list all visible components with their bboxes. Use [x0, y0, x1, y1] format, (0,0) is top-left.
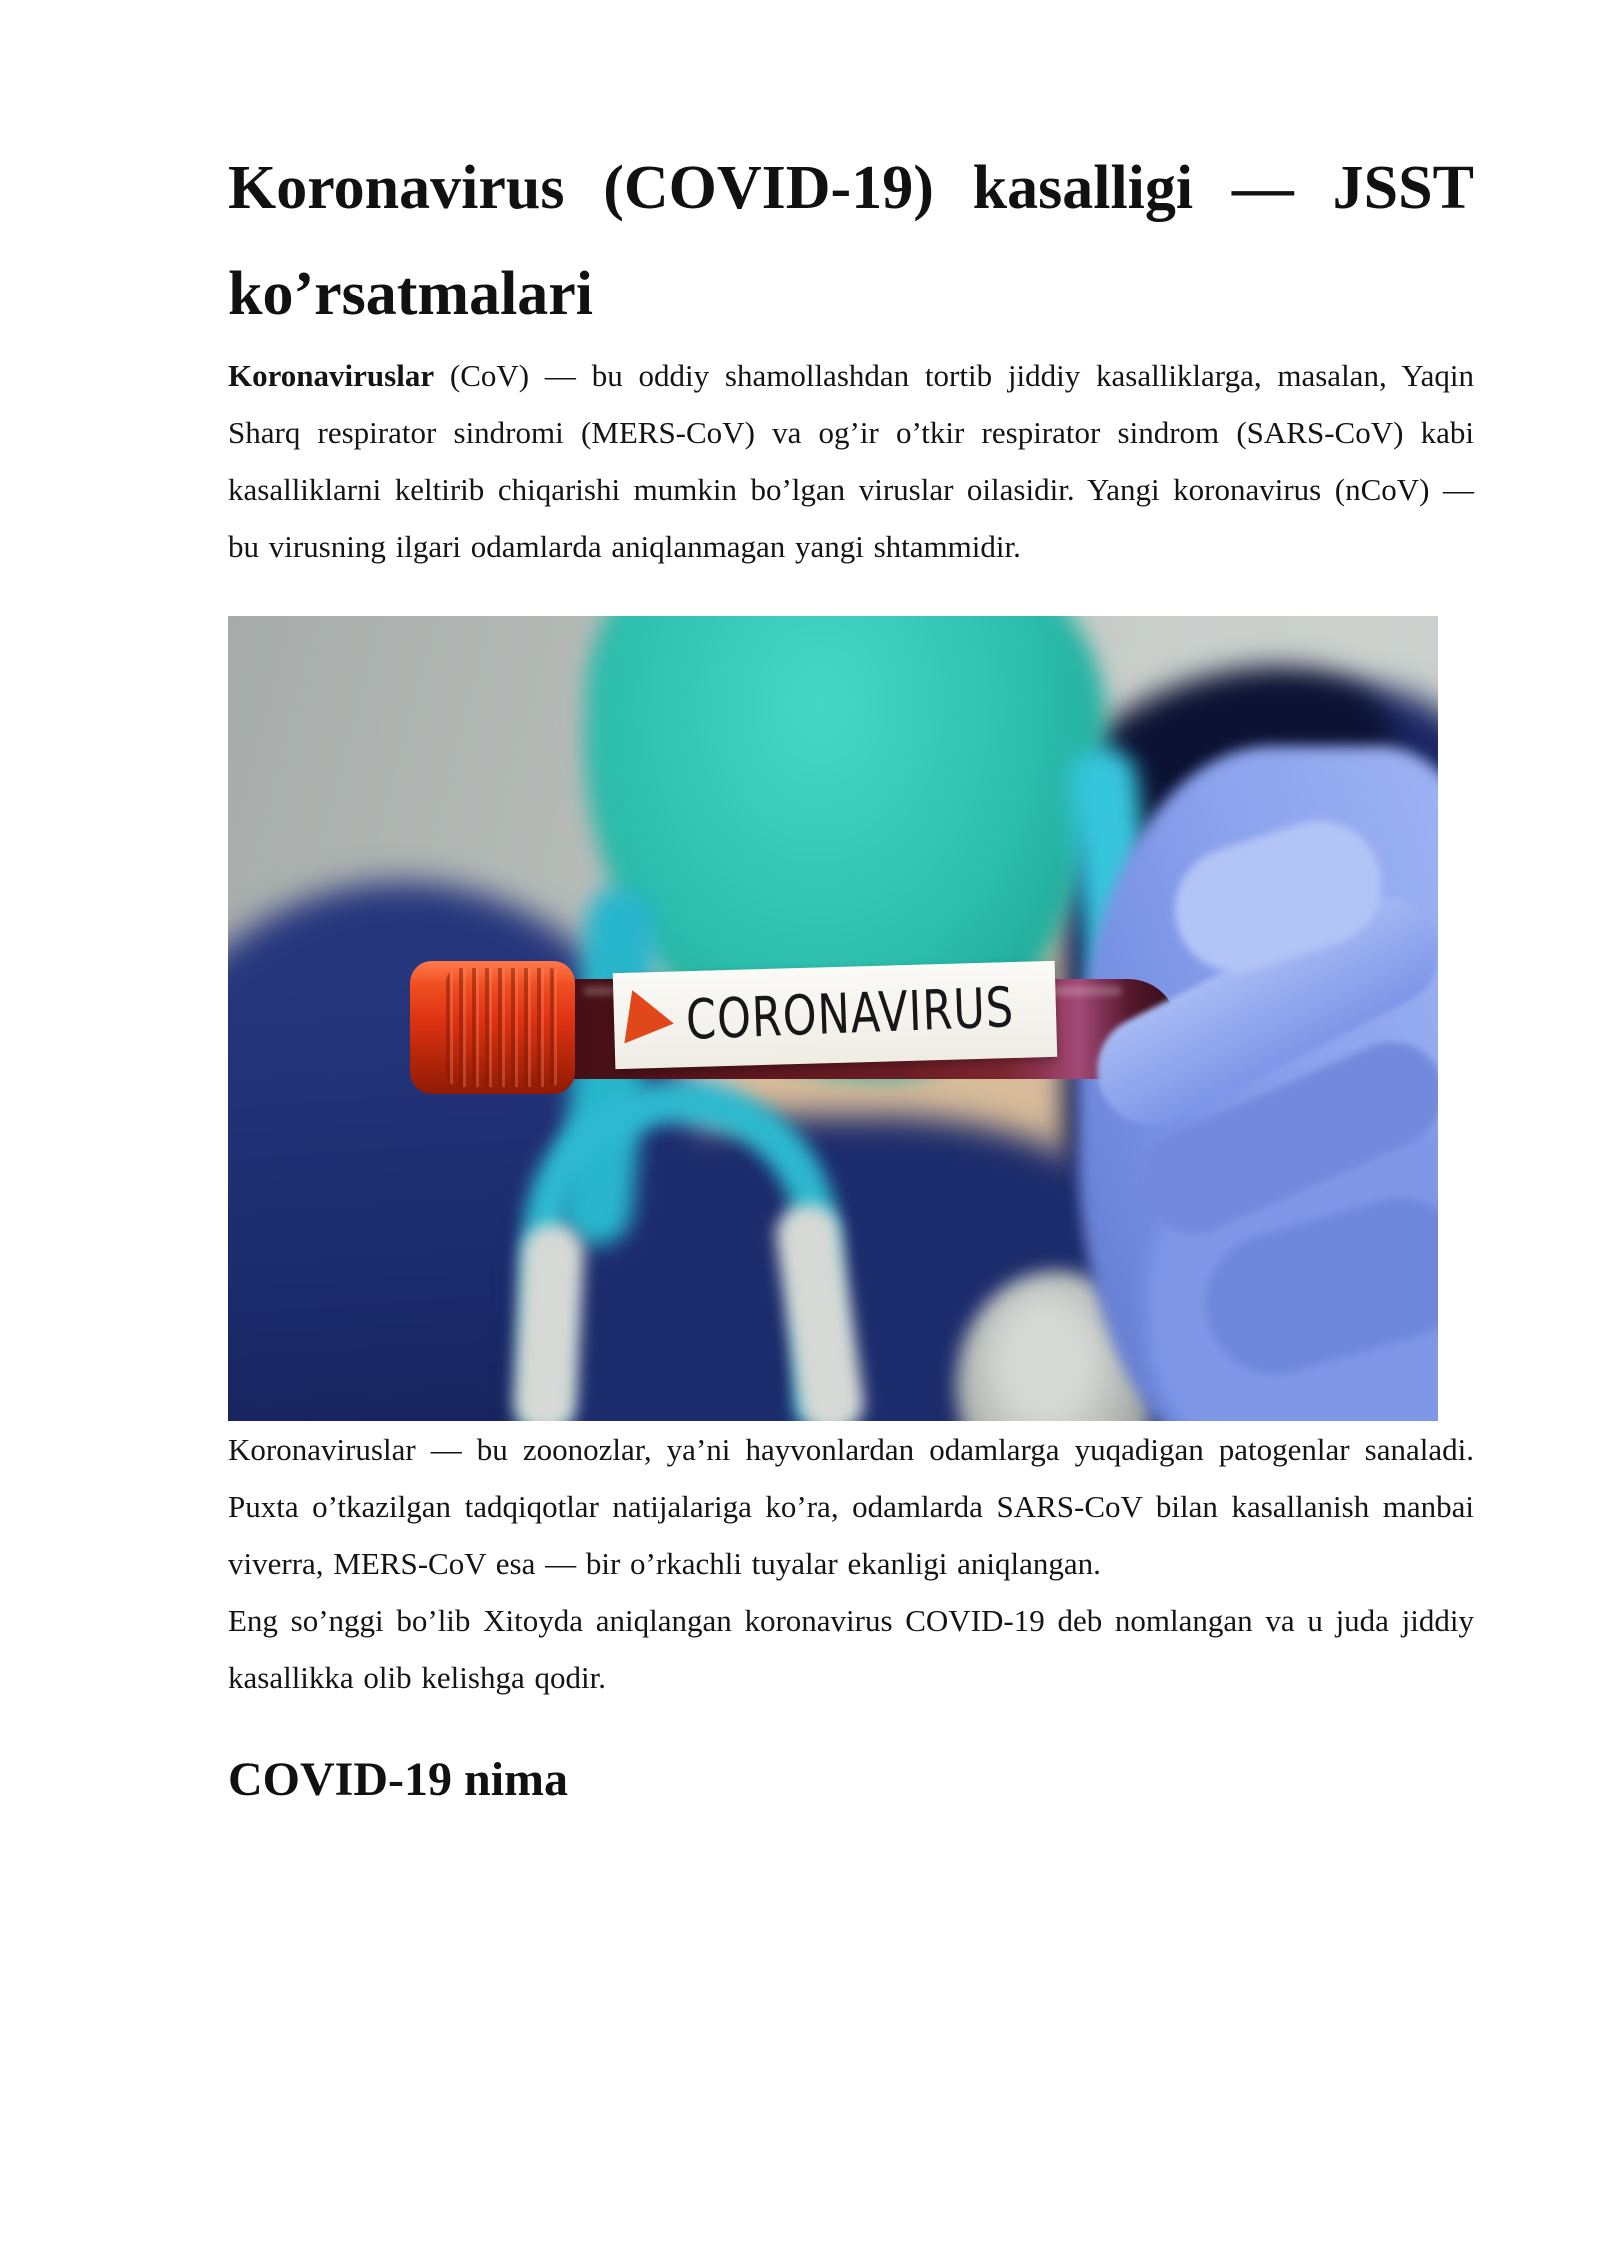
paragraph-intro-text: (CoV) — bu oddiy shamollashdan tortib jiddiy kasalliklarga, masalan, Yaqin Sharq respirator sindromi (MERS-CoV) va og’ir o’tkir respirator sindrom (SARS-CoV) kabi kasalliklarni keltirib chiqarishi mumkin bo’lgan viruslar oilasidir. Yangi koronavirus (nCoV) — bu virusning ilgari odamlarda aniqlanmagan yangi shtammidir.	[228, 358, 1474, 564]
section-heading-covid19-nima: COVID-19 nima	[228, 1753, 569, 1806]
paragraph-china: Eng so’nggi bo’lib Xitoyda aniqlangan koronavirus COVID-19 deb nomlangan va u juda jiddiy kasallikka olib kelishga qodir.	[228, 1603, 1474, 1695]
article-title-line-1: Koronavirus (COVID-19) kasalligi — JSST	[228, 154, 1474, 222]
document-page	[228, 0, 1474, 1810]
article-title	[228, 135, 1474, 347]
test-tube-red-cap	[410, 961, 575, 1094]
paragraph-intro	[228, 347, 1474, 575]
test-tube-cap-ridges	[446, 968, 563, 1088]
coronavirus-test-tube-photo	[228, 616, 1438, 1421]
stethoscope-tube-white-1	[513, 1223, 586, 1421]
test-tube-label-text: CORONAVIRUS	[685, 976, 1016, 1053]
test-tube-label	[613, 961, 1058, 1069]
paragraph-zoonoses: Koronaviruslar — bu zoonozlar, ya’ni hayvonlardan odamlarga yuqadigan patogenlar sanaladi. Puxta o’tkazilgan tadqiqotlar natijalariga ko’ra, odamlarda SARS-CoV bilan kasallanish manbai viverra, MERS-CoV esa — bir o’rkachli tuyalar ekanligi aniqlangan.	[228, 1432, 1474, 1581]
article-title-line-2: ko’rsatmalari	[228, 260, 594, 328]
red-arrow-icon	[624, 990, 677, 1050]
paragraph-intro-bold-lead: Koronaviruslar	[228, 358, 435, 393]
